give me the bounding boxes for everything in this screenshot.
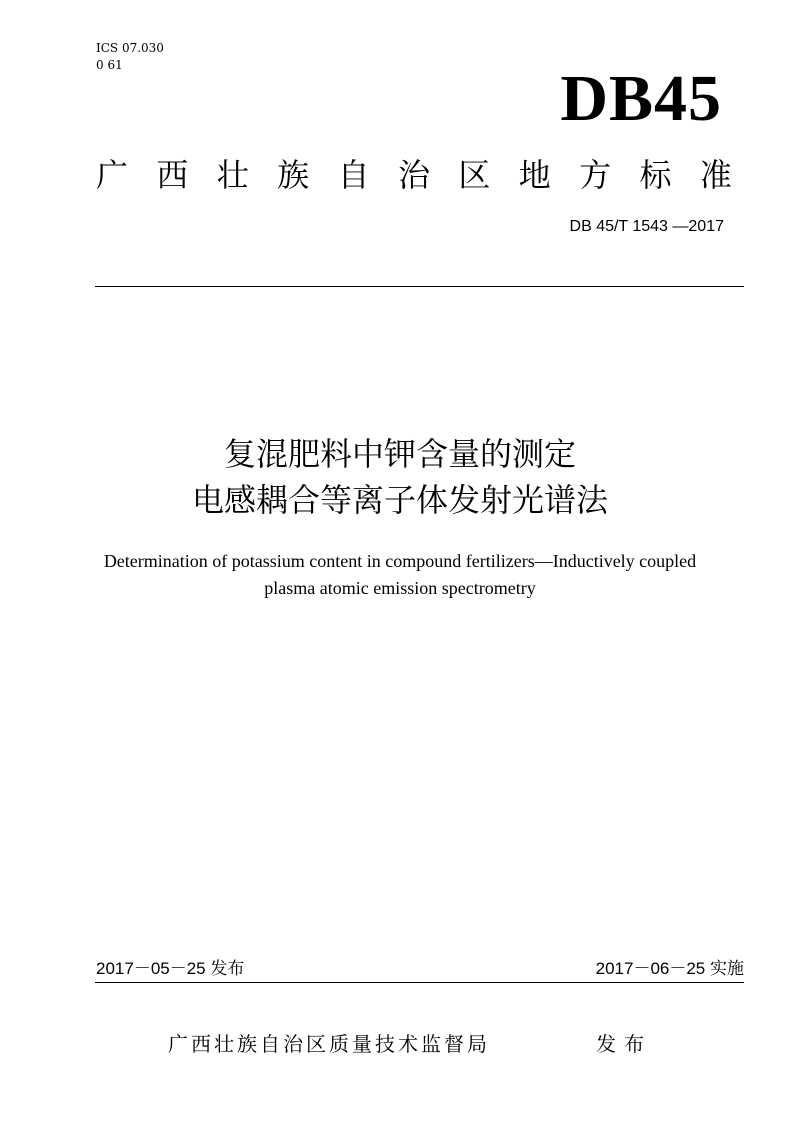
- title-cn-line1: 复混肥料中钾含量的测定: [223, 435, 576, 473]
- issue-date: 2017－05－25 发布: [96, 959, 245, 978]
- title-en-line2: plasma atomic emission spectrometry: [264, 578, 536, 598]
- standard-type-char: 族: [277, 156, 310, 194]
- standard-type-char: 方: [579, 156, 612, 194]
- standard-type-char: 区: [458, 156, 491, 194]
- standard-type-char: 自: [337, 156, 370, 194]
- title-en-line1: Determination of potassium content in compound fertilizers—Inductively coupled: [103, 551, 697, 571]
- class-code: 0 61: [96, 58, 123, 72]
- standard-type-char: 治: [397, 156, 430, 194]
- standard-type-char: 广: [96, 156, 129, 194]
- classification-codes: [96, 40, 164, 74]
- standard-type-heading: [96, 152, 732, 198]
- header-divider: [95, 286, 744, 287]
- issue-label: 发布: [596, 1032, 652, 1056]
- implement-date: 2017－06－25 实施: [595, 959, 744, 978]
- db45-logo: DB45: [560, 62, 722, 135]
- issuing-authority: 广西壮族自治区质量技术监督局: [168, 1032, 490, 1056]
- standard-code: DB 45/T 1543 —2017: [569, 218, 724, 235]
- standard-type-char: 地: [518, 156, 551, 194]
- standard-type-char: 标: [639, 156, 672, 194]
- standard-type-char: 壮: [216, 156, 249, 194]
- standard-type-char: 西: [156, 156, 189, 194]
- standard-type-char: 准: [699, 156, 732, 194]
- ics-code: ICS 07.030: [96, 41, 164, 55]
- title-cn-line2: 电感耦合等离子体发射光谱法: [191, 481, 608, 519]
- footer-divider: [95, 982, 744, 983]
